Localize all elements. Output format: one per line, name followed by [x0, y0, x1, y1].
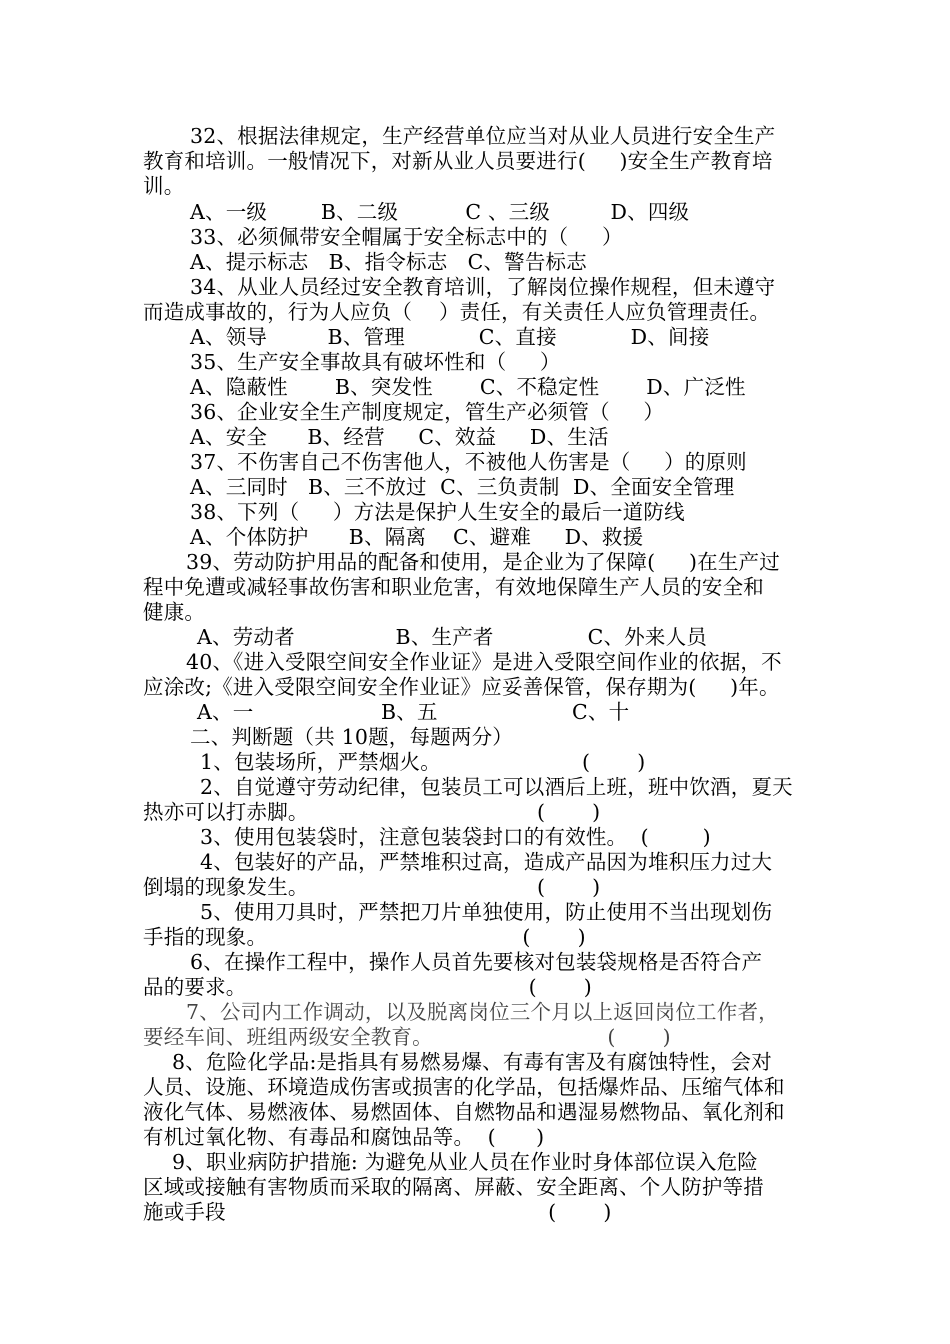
judgment-4-line-1: 4、包装好的产品，严禁堆积过高，造成产品因为堆积压力过大: [200, 850, 773, 874]
judgment-7-line-1: 7、公司内工作调动，以及脱离岗位三个月以上返回岗位工作者，: [186, 1000, 779, 1024]
question-40-line-1: 40、《进入受限空间安全作业证》是进入受限空间作业的依据，不: [186, 650, 782, 674]
question-32-line-2: 教育和培训。一般情况下，对新从业人员要进行( )安全生产教育培: [143, 149, 773, 173]
question-35: 35、生产安全事故具有破坏性和（ ）: [190, 350, 561, 374]
question-39-line-3: 健康。: [143, 600, 206, 624]
judgment-9-line-3: 施或手段 ( ): [143, 1200, 612, 1224]
judgment-8-line-4: 有机过氧化物、有毒品和腐蚀品等。 ( ): [143, 1125, 545, 1149]
question-34-options: A、领导 B、管理 C、直接 D、间接: [190, 325, 710, 349]
question-33-options: A、提示标志 B、指令标志 C、警告标志: [190, 250, 587, 274]
judgment-1: 1、包装场所，严禁烟火。 ( ): [200, 750, 646, 774]
question-37-options: A、三同时 B、三不放过 C、三负责制 D、全面安全管理: [190, 475, 735, 499]
judgment-5-line-2: 手指的现象。 ( ): [143, 925, 586, 949]
judgment-9-line-1: 9、职业病防护措施: 为避免从业人员在作业时身体部位误入危险: [172, 1150, 758, 1174]
question-36: 36、企业安全生产制度规定，管生产必须管（ ）: [190, 400, 665, 424]
question-38-options: A、个体防护 B、隔离 C、避难 D、救援: [190, 525, 644, 549]
question-32-line-3: 训。: [143, 174, 185, 198]
question-34-line-2: 而造成事故的，行为人应负（ ）责任，有关责任人应负管理责任。: [143, 300, 771, 324]
section-2-heading: 二、判断题（共 10题，每题两分）: [190, 725, 514, 749]
judgment-2-line-2: 热亦可以打赤脚。 ( ): [143, 800, 601, 824]
question-33: 33、必须佩带安全帽属于安全标志中的（ ）: [190, 225, 623, 249]
question-39-options: A、劳动者 B、生产者 C、外来人员: [197, 625, 708, 649]
question-35-options: A、隐蔽性 B、突发性 C、不稳定性 D、广泛性: [190, 375, 746, 399]
judgment-3: 3、使用包装袋时，注意包装袋封口的有效性。 ( ): [200, 825, 711, 849]
judgment-6-line-2: 品的要求。 ( ): [143, 975, 592, 999]
judgment-9-line-2: 区域或接触有害物质而采取的隔离、屏蔽、安全距离、个人防护等措: [143, 1175, 764, 1199]
judgment-8-line-3: 液化气体、易燃液体、易燃固体、自燃物品和遇湿易燃物品、氧化剂和: [143, 1100, 785, 1124]
question-37: 37、不伤害自己不伤害他人，不被他人伤害是（ ）的原则: [190, 450, 747, 474]
question-40-options: A、一 B、五 C、十: [197, 700, 630, 724]
question-40-line-2: 应涂改;《进入受限空间安全作业证》应妥善保管，保存期为( )年。: [143, 675, 780, 699]
judgment-2-line-1: 2、自觉遵守劳动纪律，包装员工可以酒后上班，班中饮酒，夏天: [200, 775, 793, 799]
judgment-8-line-2: 人员、设施、环境造成伤害或损害的化学品，包括爆炸品、压缩气体和: [143, 1075, 785, 1099]
judgment-7-line-2: 要经车间、班组两级安全教育。 ( ): [143, 1025, 671, 1049]
question-36-options: A、安全 B、经营 C、效益 D、生活: [190, 425, 609, 449]
judgment-8-line-1: 8、危险化学品:是指具有易燃易爆、有毒有害及有腐蚀特性，会对: [172, 1050, 772, 1074]
question-39-line-1: 39、劳动防护用品的配备和使用，是企业为了保障( )在生产过: [186, 550, 780, 574]
question-38: 38、下列（ ）方法是保护人生安全的最后一道防线: [190, 500, 685, 524]
judgment-5-line-1: 5、使用刀具时，严禁把刀片单独使用，防止使用不当出现划伤: [200, 900, 773, 924]
judgment-4-line-2: 倒塌的现象发生。 ( ): [143, 875, 601, 899]
question-32-options: A、一级 B、二级 C 、三级 D、四级: [190, 200, 690, 224]
question-39-line-2: 程中免遭或减轻事故伤害和职业危害，有效地保障生产人员的安全和: [143, 575, 764, 599]
question-34-line-1: 34、从业人员经过安全教育培训，了解岗位操作规程，但未遵守: [190, 275, 776, 299]
judgment-6-line-1: 6、在操作工程中，操作人员首先要核对包装袋规格是否符合产: [190, 950, 763, 974]
question-32-line-1: 32、根据法律规定，生产经营单位应当对从业人员进行安全生产: [190, 124, 776, 148]
